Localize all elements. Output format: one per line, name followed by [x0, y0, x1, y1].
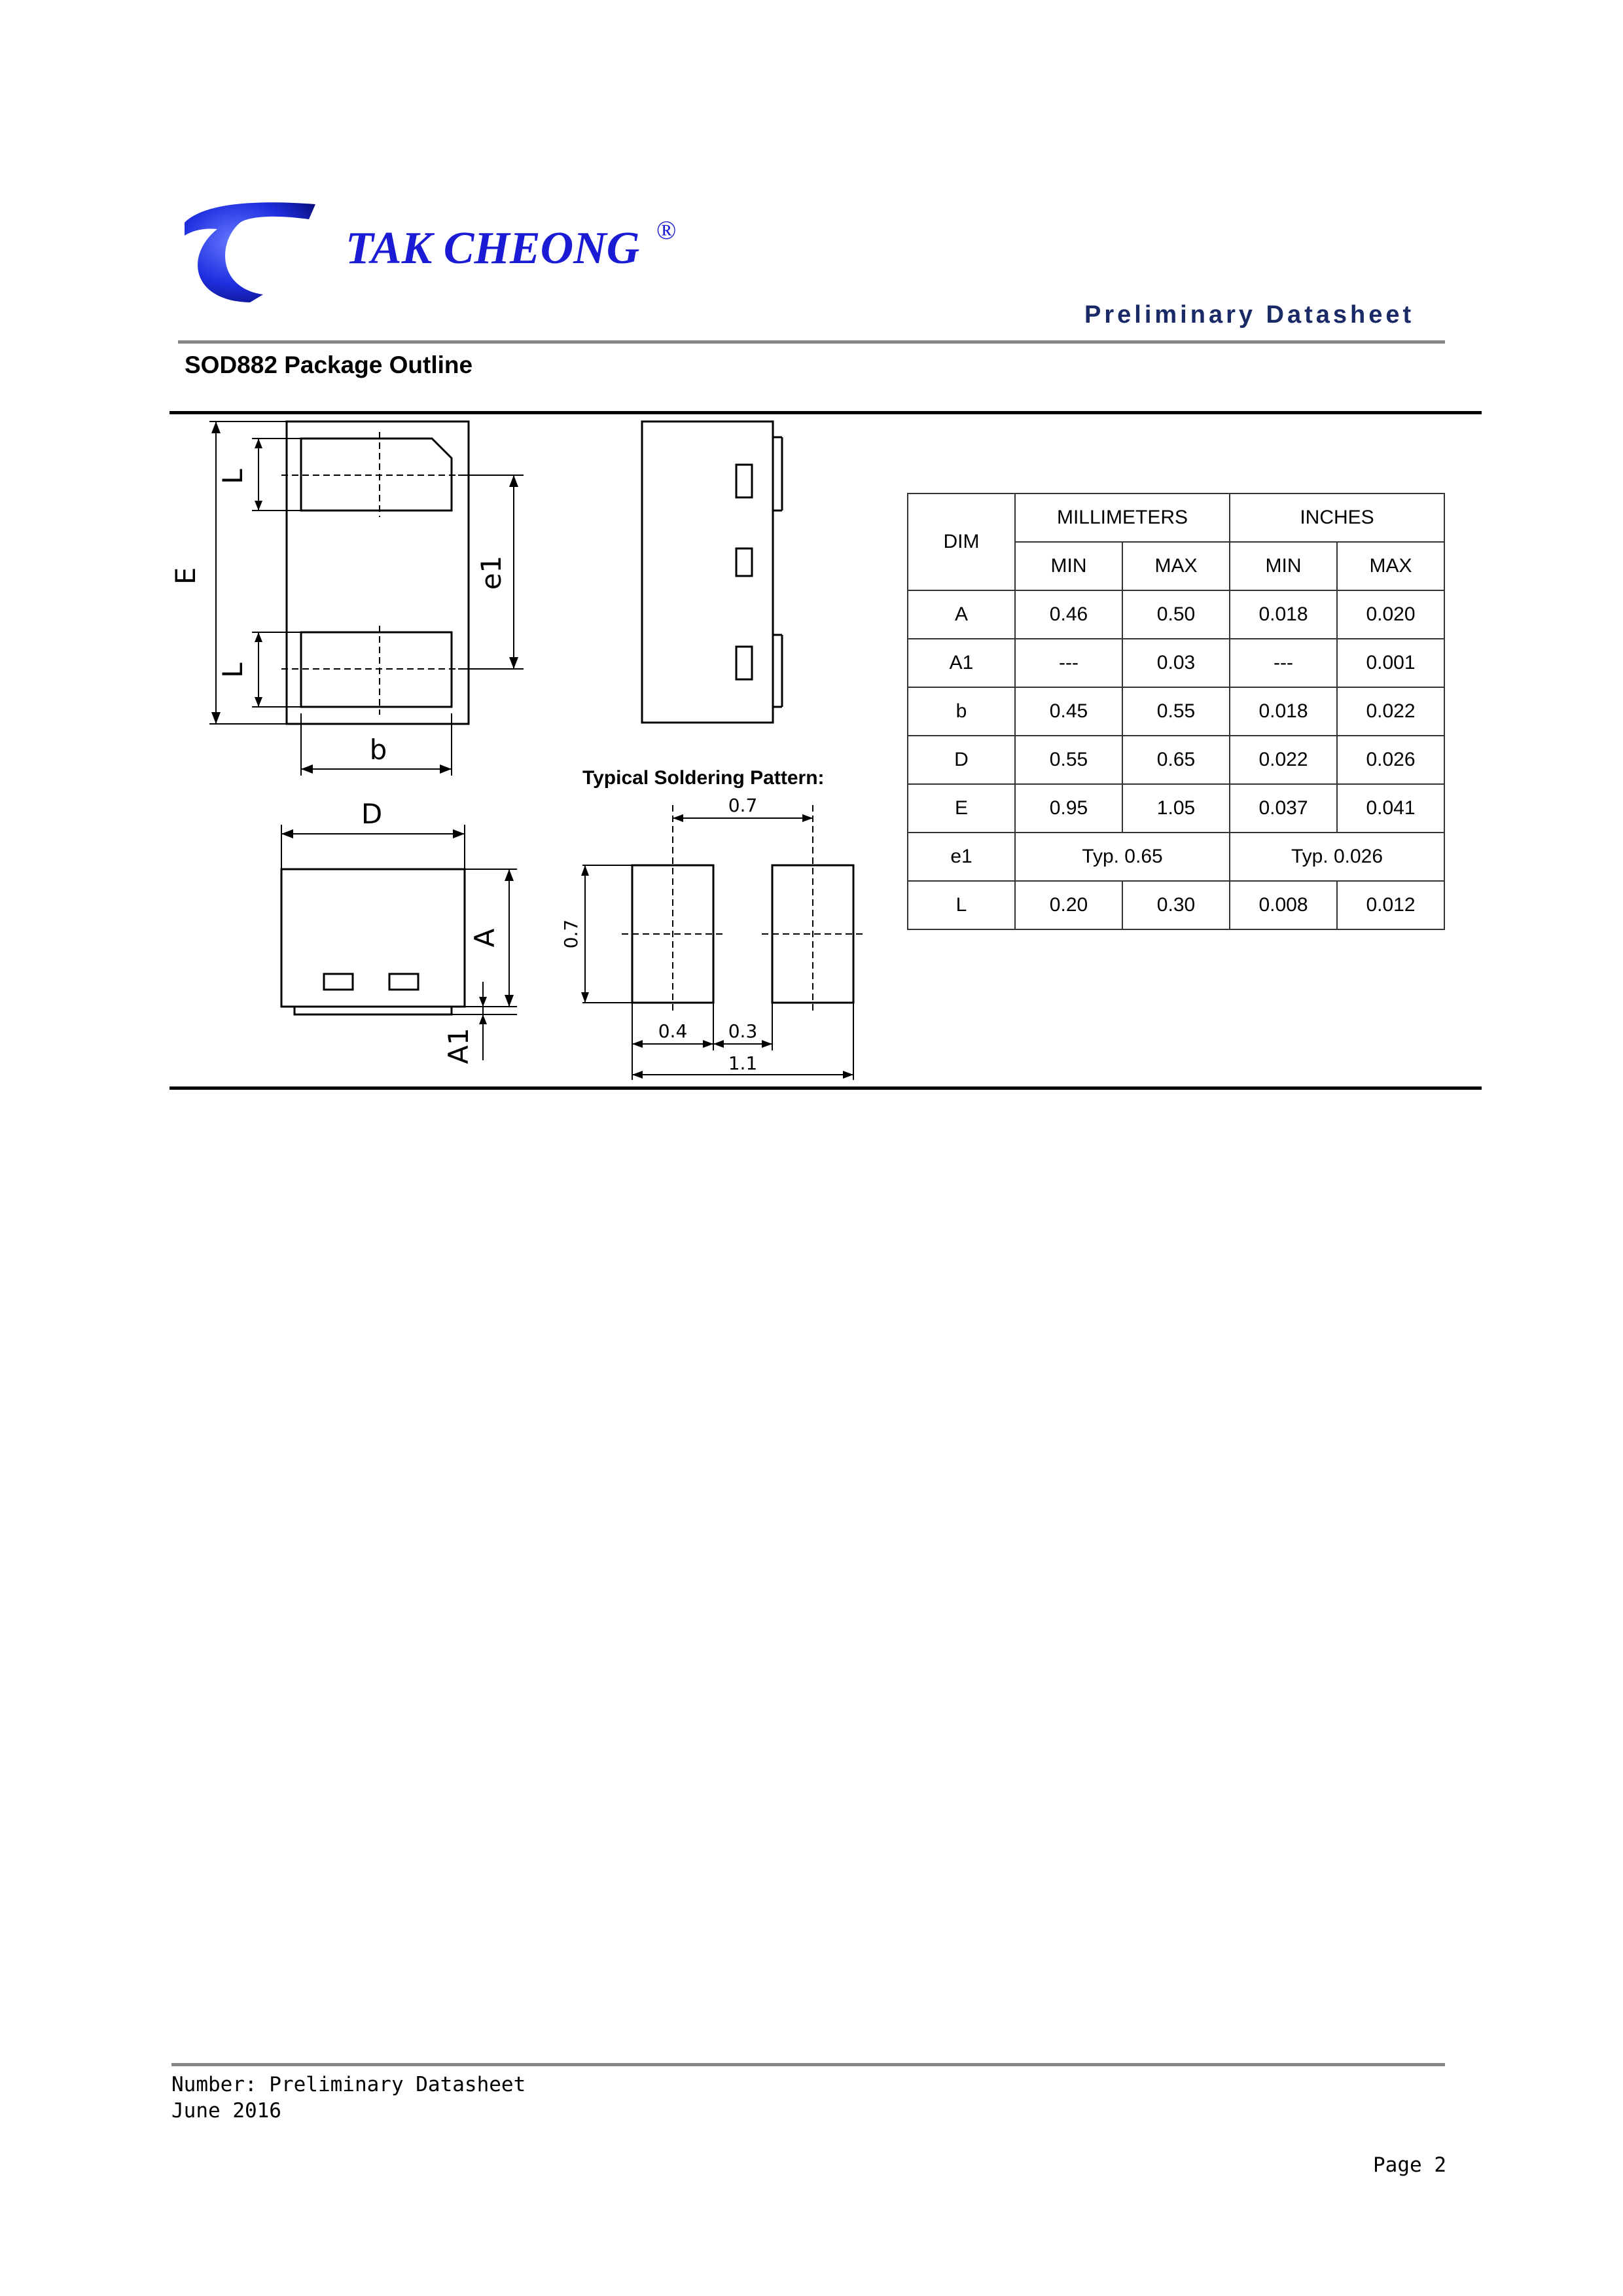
footer-number: Number: Preliminary Datasheet [171, 2073, 526, 2096]
dim-cell: L [908, 881, 1015, 929]
header-divider [178, 340, 1445, 344]
value-cell: 0.020 [1337, 590, 1444, 639]
value-cell: 0.65 [1122, 736, 1230, 784]
soldering-pattern-title: Typical Soldering Pattern: [582, 767, 825, 789]
subheader-cell: MAX [1122, 542, 1230, 590]
dim-header-cell: DIM [908, 493, 1015, 590]
mm-header-cell: MILLIMETERS [1015, 493, 1230, 542]
table-row [908, 590, 1444, 639]
dim-D-label: D [361, 798, 383, 830]
value-cell: 0.001 [1337, 639, 1444, 687]
table-row [908, 736, 1444, 784]
value-cell: 0.022 [1337, 687, 1444, 736]
company-logo-icon [178, 196, 322, 308]
table-row [908, 687, 1444, 736]
subheader-cell: MIN [1230, 542, 1337, 590]
dim-e1-label: e1 [475, 555, 507, 590]
soldering-pattern-drawing [556, 792, 864, 1086]
solder-width-label: 0.7 [728, 795, 758, 816]
value-cell: 0.55 [1122, 687, 1230, 736]
footer-divider [171, 2063, 1445, 2066]
value-cell: Typ. 0.026 [1230, 833, 1444, 881]
table-row [908, 833, 1444, 881]
value-cell: 0.018 [1230, 687, 1337, 736]
solder-pad-width-label: 0.4 [658, 1020, 688, 1042]
company-name: TAK CHEONG [346, 223, 640, 274]
table-row [908, 784, 1444, 833]
solder-total-label: 1.1 [728, 1052, 758, 1074]
package-side-view [638, 419, 795, 726]
solder-gap-label: 0.3 [728, 1020, 758, 1042]
dim-L-top-label: L [217, 469, 249, 484]
dim-A-label: A [469, 928, 501, 948]
table-row [908, 639, 1444, 687]
dim-A1-label: A1 [442, 1028, 474, 1064]
value-cell: 0.008 [1230, 881, 1337, 929]
registered-mark: ® [656, 215, 677, 245]
dim-L-bottom-label: L [217, 662, 249, 678]
value-cell: 0.55 [1015, 736, 1122, 784]
dim-E-label: E [169, 567, 202, 585]
value-cell: 0.026 [1337, 736, 1444, 784]
value-cell: Typ. 0.65 [1015, 833, 1230, 881]
value-cell: 0.022 [1230, 736, 1337, 784]
subheader-cell: MAX [1337, 542, 1444, 590]
table-header-row [908, 493, 1444, 542]
footer-date: June 2016 [171, 2099, 281, 2123]
value-cell: 0.037 [1230, 784, 1337, 833]
outline-top-rule [169, 411, 1482, 414]
value-cell: --- [1230, 639, 1337, 687]
value-cell: 0.018 [1230, 590, 1337, 639]
section-title: SOD882 Package Outline [185, 351, 473, 378]
dim-b-label: b [369, 734, 387, 766]
dim-cell: A1 [908, 639, 1015, 687]
page-number: Page 2 [1373, 2153, 1446, 2177]
dim-cell: b [908, 687, 1015, 736]
package-top-view [169, 419, 543, 792]
value-cell: 0.95 [1015, 784, 1122, 833]
table-row [908, 881, 1444, 929]
inch-header-cell: INCHES [1230, 493, 1444, 542]
value-cell: --- [1015, 639, 1122, 687]
value-cell: 1.05 [1122, 784, 1230, 833]
doc-type-label: Preliminary Datasheet [1084, 301, 1415, 329]
value-cell: 0.45 [1015, 687, 1122, 736]
value-cell: 0.03 [1122, 639, 1230, 687]
dim-cell: e1 [908, 833, 1015, 881]
value-cell: 0.50 [1122, 590, 1230, 639]
dim-cell: E [908, 784, 1015, 833]
value-cell: 0.30 [1122, 881, 1230, 929]
value-cell: 0.46 [1015, 590, 1122, 639]
value-cell: 0.041 [1337, 784, 1444, 833]
dimensions-table [907, 493, 1445, 930]
package-front-view [268, 798, 543, 1080]
subheader-cell: MIN [1015, 542, 1122, 590]
value-cell: 0.20 [1015, 881, 1122, 929]
outline-bottom-rule [169, 1086, 1482, 1090]
dim-cell: A [908, 590, 1015, 639]
solder-height-label: 0.7 [560, 919, 582, 949]
dim-cell: D [908, 736, 1015, 784]
value-cell: 0.012 [1337, 881, 1444, 929]
